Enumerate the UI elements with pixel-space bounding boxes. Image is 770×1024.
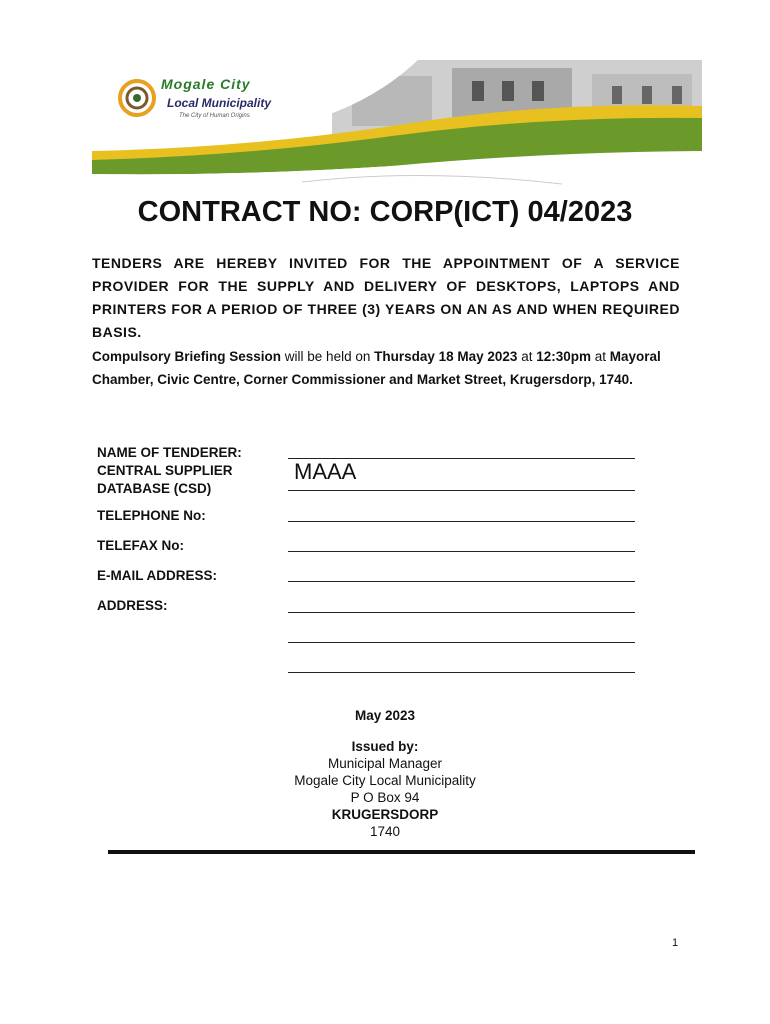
telefax-label: TELEFAX No: — [97, 538, 184, 553]
email-label: E-MAIL ADDRESS: — [97, 568, 218, 583]
address-label: ADDRESS: — [97, 598, 168, 613]
footer-divider — [108, 850, 695, 854]
tenderer-name-label-line-1: NAME OF TENDERER: — [97, 445, 242, 460]
tenderer-name-label — [97, 444, 242, 498]
issuer-title: Municipal Manager — [327, 756, 443, 771]
email-field[interactable] — [288, 581, 635, 582]
briefing-text-2: at — [517, 349, 537, 364]
logo-subtitle: Local Municipality — [167, 96, 272, 110]
tenderer-name-label-line-3: DATABASE (CSD) — [97, 481, 212, 496]
tenderer-name-label-line-2: CENTRAL SUPPLIER — [97, 463, 233, 478]
address-field-line-1[interactable] — [288, 612, 635, 613]
issuer-postcode: 1740 — [369, 824, 401, 839]
contract-title: CONTRACT NO: CORP(ICT) 04/2023 — [137, 196, 633, 228]
logo-emblem-icon — [115, 76, 159, 120]
briefing-time: 12:30pm — [536, 349, 591, 364]
tenderer-name-field[interactable]: MAAA — [294, 459, 357, 484]
briefing-text-3: at — [590, 349, 610, 364]
briefing-text-1: will be held on — [281, 349, 375, 364]
address-field-line-2[interactable] — [288, 642, 635, 643]
briefing-date: Thursday 18 May 2023 — [374, 349, 518, 364]
municipality-logo — [115, 70, 280, 130]
issue-date: May 2023 — [354, 708, 416, 723]
telefax-field[interactable] — [288, 551, 635, 552]
issuer-block — [280, 738, 490, 840]
page-number: 1 — [672, 937, 679, 949]
telephone-label: TELEPHONE No: — [97, 508, 206, 523]
tenderer-name-line — [288, 490, 635, 491]
logo-title: Mogale City — [161, 76, 251, 92]
issuer-organisation: Mogale City Local Municipality — [294, 773, 476, 788]
issuer-city: KRUGERSDORP — [331, 807, 439, 822]
logo-tagline: The City of Human Origins — [179, 113, 250, 119]
briefing-session-notice — [92, 345, 692, 391]
address-field-line-3[interactable] — [288, 672, 635, 673]
tender-invitation: TENDERS ARE HEREBY INVITED FOR THE APPOINTMENT OF A SERVICE PROVIDER FOR THE SUPPLY AND DELIVERY OF DESKTOPS, LAPTOPS AND PRINTERS FOR A PERIOD OF THREE (3) YEARS ON AN AS AND WHEN REQUIRED BASIS. — [92, 255, 680, 340]
briefing-venue: Mayoral Chamber, Civic Centre, Corner Commissioner and Market Street, Krugersdorp, 1740. — [92, 349, 661, 387]
issued-by-label: Issued by: — [351, 739, 419, 754]
briefing-label: Compulsory Briefing Session — [92, 349, 282, 364]
telephone-field[interactable] — [288, 521, 635, 522]
issuer-po-box: P O Box 94 — [350, 790, 420, 805]
